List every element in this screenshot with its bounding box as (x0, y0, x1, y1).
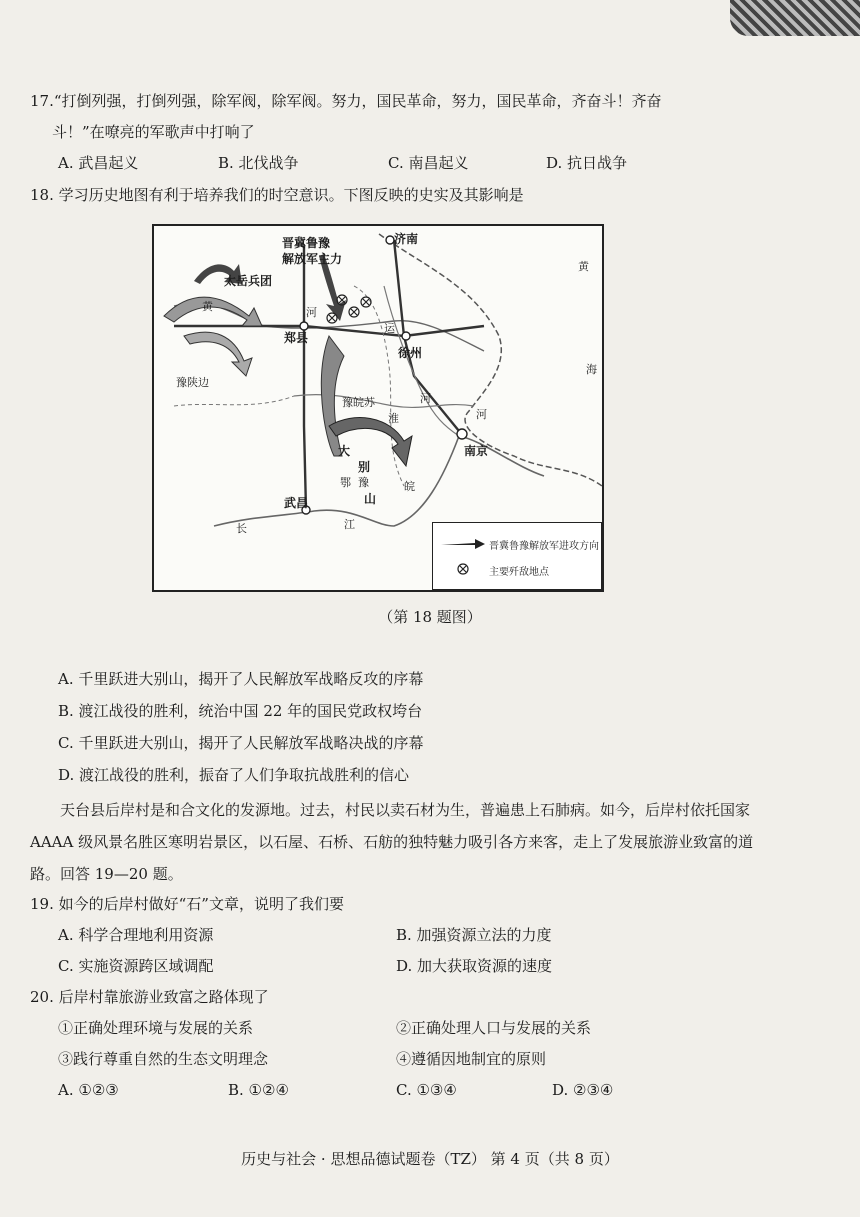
q18-option-b: B. 渡江战役的胜利，统治中国 22 年的国民党政权垮台 (58, 702, 423, 720)
huai-river (294, 395, 474, 408)
label-chang: 长 (236, 522, 247, 535)
q17-option-b: B. 北伐战争 (218, 154, 299, 172)
label-bie: 别 (358, 460, 371, 474)
legend-battle-label: 主要歼敌地点 (489, 567, 549, 578)
label-jjly-1: 晋冀鲁豫 (282, 236, 331, 250)
q20-option-b: B. ①②④ (228, 1081, 289, 1099)
q18-stem: 18. 学习历史地图有利于培养我们的时空意识。下图反映的史实及其影响是 (30, 186, 524, 204)
q19-option-a: A. 科学合理地利用资源 (58, 926, 214, 944)
label-yuwansu: 豫皖苏 (342, 396, 375, 409)
q19-option-c: C. 实施资源跨区域调配 (58, 957, 214, 975)
label-huai: 淮 (388, 412, 399, 425)
taiyue-arrow-2 (184, 332, 252, 376)
q17-option-c: C. 南昌起义 (388, 154, 469, 172)
q17-line2: 斗！”在嘹亮的军歌声中打响了 (52, 123, 255, 141)
reading-passage: 天台县后岸村是和合文化的发源地。过去，村民以卖石材为生，普遍患上石肺病。如今，后岸村依托国家 AAAA 级风景名胜区寒明岩景区，以石屋、石桥、石舫的独特魅力吸引各方来客，走上了发展旅游业致富的道路。回答 19—20 题。 (30, 801, 754, 883)
legend-symbols (437, 527, 487, 587)
label-he-1: 河 (306, 306, 317, 319)
q20-option-a: A. ①②③ (58, 1081, 119, 1099)
q18-figure-caption: （第 18 题图） (378, 608, 482, 626)
q18-option-a: A. 千里跃进大别山，揭开了人民解放军战略反攻的序幕 (58, 670, 424, 688)
q20-stem: 20. 后岸村靠旅游业致富之路体现了 (30, 988, 269, 1006)
legend-arrow-label: 晋冀鲁豫解放军进攻方向 (489, 541, 599, 552)
q18-option-d: D. 渡江战役的胜利，振奋了人们争取抗战胜利的信心 (58, 766, 410, 784)
q18-option-c: C. 千里跃进大别山，揭开了人民解放军战略决战的序幕 (58, 734, 424, 752)
yangtze-river (214, 436, 544, 526)
label-xuzhou: 徐州 (398, 346, 423, 360)
label-jjly-2: 解放军主力 (282, 252, 343, 266)
q20-option-d: D. ②③④ (552, 1081, 614, 1099)
q17-option-a: A. 武昌起义 (58, 154, 139, 172)
label-e: 鄂 (340, 476, 351, 489)
q20-item-3: ③践行尊重自然的生态文明理念 (58, 1050, 269, 1068)
q20-item-4: ④遵循因地制宜的原则 (396, 1050, 547, 1068)
label-he-3: 河 (476, 408, 487, 421)
history-map-figure (152, 224, 604, 592)
label-nanjing: 南京 (464, 444, 489, 458)
q19-option-b: B. 加强资源立法的力度 (396, 926, 552, 944)
q20-item-1: ①正确处理环境与发展的关系 (58, 1019, 254, 1037)
taiyue-arrow-1 (164, 297, 262, 326)
map-legend (432, 522, 602, 590)
label-jiang: 江 (344, 518, 355, 531)
label-yushan: 豫陕边 (176, 376, 209, 389)
label-shan: 山 (364, 492, 377, 506)
label-he-2: 河 (420, 392, 431, 405)
q17-line1: 17.“打倒列强，打倒列强，除军阀，除军阀。努力，国民革命，努力，国民革命，齐奋斗！齐奋 (30, 92, 662, 110)
label-yu: 豫 (358, 476, 369, 489)
legend-arrow-icon (441, 539, 485, 549)
label-taiyue: 太岳兵团 (224, 274, 273, 288)
label-da: 大 (338, 444, 351, 458)
label-yun: 运 (384, 322, 395, 335)
page-footer: 历史与社会 · 思想品德试题卷（TZ） 第 4 页（共 8 页） (241, 1150, 619, 1168)
q19-stem: 19. 如今的后岸村做好“石”文章，说明了我们要 (30, 895, 344, 913)
corner-stamp-decoration (730, 0, 860, 36)
railway-ns-west (304, 246, 306, 510)
label-sea: 海 (586, 363, 597, 376)
q17-option-d: D. 抗日战争 (546, 154, 628, 172)
q19-option-d: D. 加大获取资源的速度 (396, 957, 553, 975)
label-wan: 皖 (404, 480, 415, 493)
label-zhengxian: 郑县 (284, 331, 309, 345)
label-huang-sea: 黄 (578, 260, 589, 273)
label-jinan: 济南 (394, 232, 419, 246)
q20-item-2: ②正确处理人口与发展的关系 (396, 1019, 592, 1037)
label-huang-river: 黄 (202, 300, 213, 313)
q20-option-c: C. ①③④ (396, 1081, 457, 1099)
label-wuchang: 武昌 (284, 496, 309, 510)
